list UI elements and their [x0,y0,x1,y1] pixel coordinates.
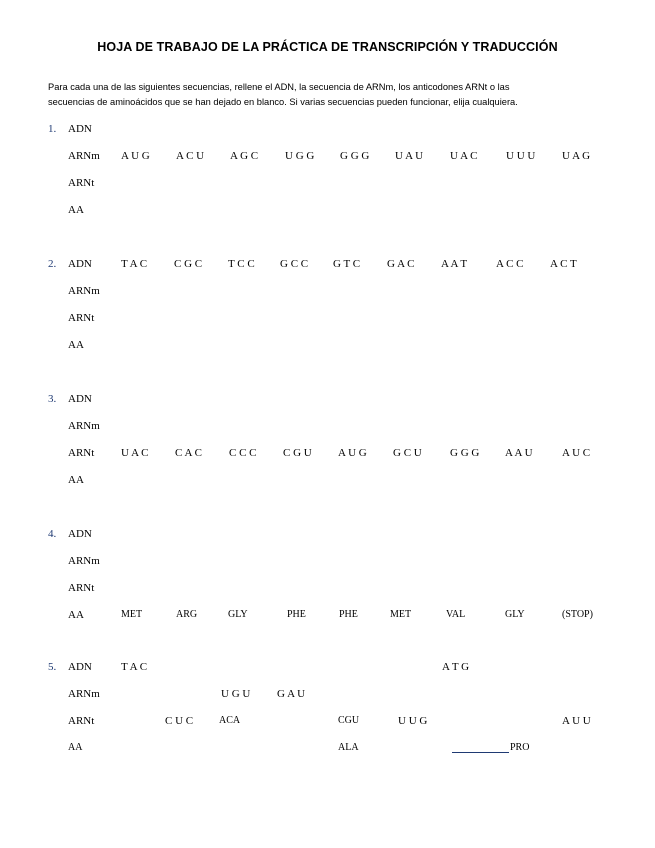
problem-number: 1. [48,123,57,135]
codon: A C U [176,150,205,162]
codon: G A C [387,258,415,270]
codon: U U U [506,150,536,162]
page-title: HOJA DE TRABAJO DE LA PRÁCTICA DE TRANSCRIPCIÓN Y TRADUCCIÓN [97,40,558,54]
codon: A U G [338,447,367,459]
label-arnt: ARNt [68,177,95,189]
codon: U G U [221,688,251,700]
codon: C G C [174,258,203,270]
problem-number: 3. [48,393,57,405]
label-aa: AA [68,474,84,486]
label-adn: ADN [68,258,92,270]
amino-acid: VAL [446,609,466,620]
label-aa: AA [68,339,84,351]
amino-acid: ARG [176,609,198,620]
label-adn: ADN [68,528,92,540]
label-arnm: ARNm [68,555,100,567]
codon: A G C [230,150,259,162]
amino-acid: PRO [510,742,530,753]
amino-acid: MET [390,609,412,620]
label-arnt: ARNt [68,447,95,459]
codon: A C T [550,258,577,270]
label-arnm: ARNm [68,688,100,700]
codon: G C U [393,447,422,459]
codon: G G G [340,150,370,162]
codon: A U C [562,447,591,459]
label-adn: ADN [68,123,92,135]
label-arnm: ARNm [68,285,100,297]
codon: C C C [229,447,257,459]
codon: T C C [228,258,255,270]
label-adn: ADN [68,661,92,673]
amino-acid: MET [121,609,143,620]
codon: A U G [121,150,150,162]
codon: C A C [175,447,202,459]
label-adn: ADN [68,393,92,405]
codon: A U U [562,715,591,727]
amino-acid: PHE [287,609,306,620]
codon: A A T [441,258,468,270]
amino-acid: (STOP) [562,609,593,620]
instructions-line-1: Para cada una de las siguientes secuencias, rellene el ADN, la secuencia de ARNm, los anticodones ARNt o las [48,82,510,92]
amino-acid: PHE [339,609,358,620]
codon: U A C [450,150,478,162]
codon: CGU [338,715,360,726]
codon: U A U [395,150,424,162]
label-arnt: ARNt [68,582,95,594]
label-aa: AA [68,204,84,216]
label-aa: AA [68,609,84,621]
codon: C G U [283,447,312,459]
codon: G T C [333,258,361,270]
codon: C U C [165,715,194,727]
problem-number: 4. [48,528,57,540]
instructions-line-2: secuencias de aminoácidos que se han dejado en blanco. Si varias secuencias pueden funcionar, elija cualquiera. [48,96,518,107]
amino-acid: GLY [505,609,525,620]
label-aa: AA [68,742,83,753]
codon: U G G [285,150,315,162]
codon: ACA [219,715,241,726]
codon: G C C [280,258,309,270]
label-arnm: ARNm [68,150,100,162]
codon: U A C [121,447,149,459]
instructions [48,80,618,109]
codon: A C C [496,258,524,270]
answer-blank [452,752,509,753]
codon: A A U [505,447,533,459]
label-arnm: ARNm [68,420,100,432]
codon: G A U [277,688,306,700]
codon: T A C [121,258,148,270]
label-arnt: ARNt [68,715,95,727]
codon: A T G [442,661,470,673]
codon: U U G [398,715,428,727]
codon: U A G [562,150,591,162]
codon: T A C [121,661,148,673]
problem-number: 2. [48,258,57,270]
codon: G G G [450,447,480,459]
amino-acid: ALA [338,742,359,753]
label-arnt: ARNt [68,312,95,324]
problem-number: 5. [48,661,57,673]
amino-acid: GLY [228,609,248,620]
